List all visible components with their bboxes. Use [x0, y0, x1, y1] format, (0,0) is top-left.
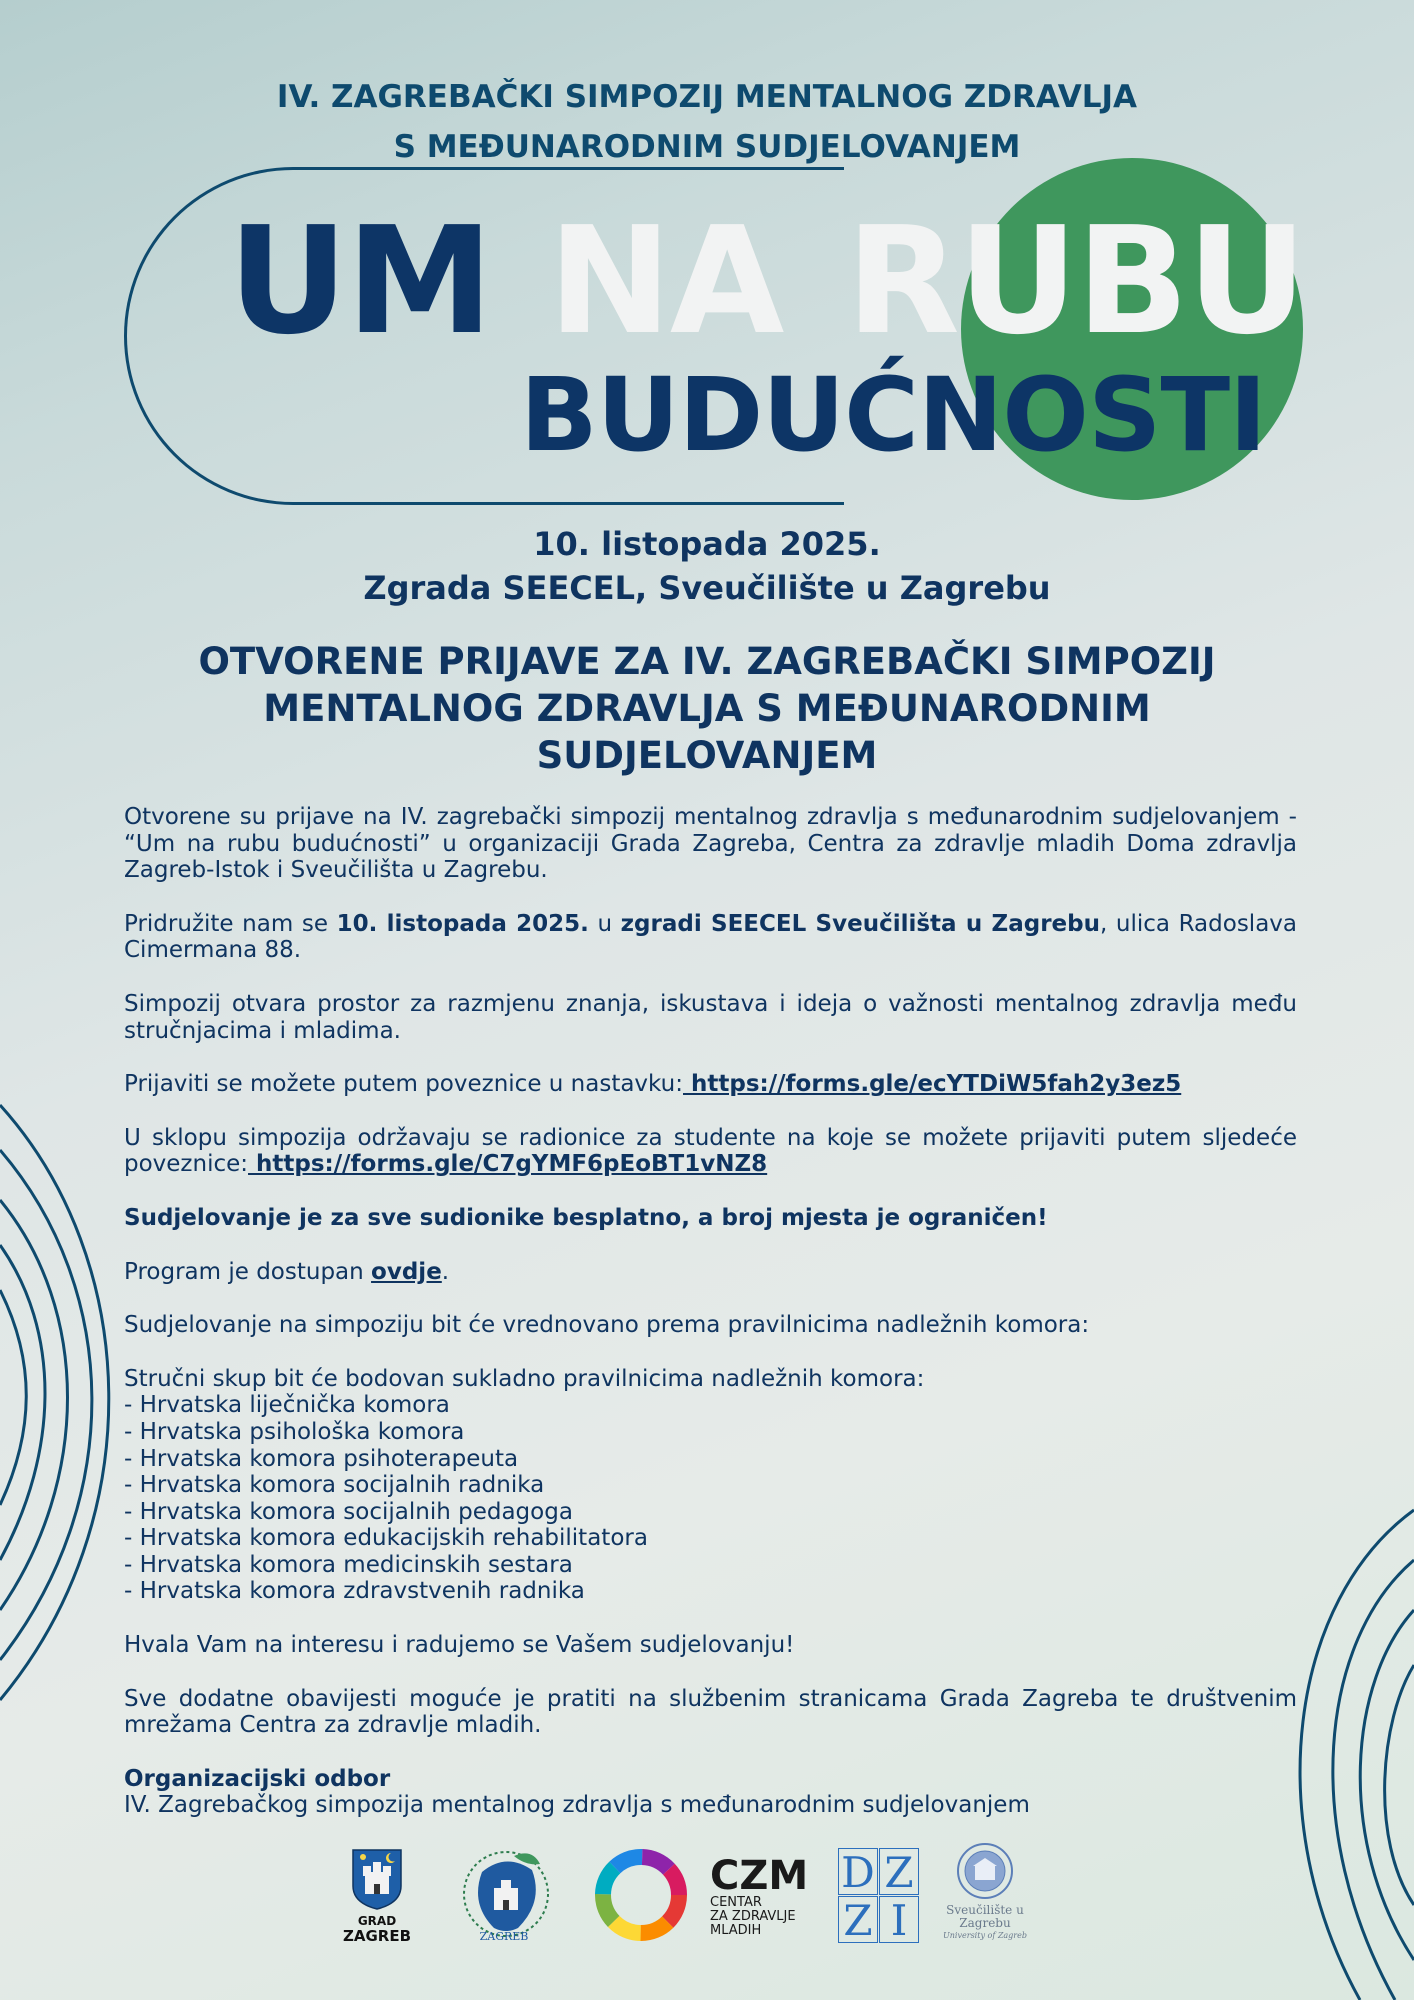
seal-zagreb-label: ZAGREB	[479, 1930, 529, 1943]
czm-wordmark: CZM	[710, 1853, 809, 1899]
paragraph-workshops	[124, 1125, 1297, 1178]
university-zagreb-logo	[940, 1842, 1030, 1941]
event-info	[0, 522, 1414, 610]
czm-sub-3: MLADIH	[710, 1923, 762, 1938]
paragraph-thanks: Hvala Vam na interesu i radujemo se Vašem sudjelovanju!	[124, 1632, 795, 1659]
event-date: 10. listopada 2025.	[533, 525, 881, 563]
unizg-label-2: Zagrebu	[959, 1916, 1011, 1930]
paragraph-chambers	[124, 1366, 1297, 1605]
organizers-title: Organizacijski odbor	[124, 1765, 391, 1792]
free-participation: Sudjelovanje je za sve sudionike besplatno, a broj mjesta je ograničen!	[124, 1204, 1048, 1231]
program-text: Program je dostupan	[124, 1258, 372, 1285]
dzi-logo	[838, 1848, 920, 1944]
zagreb-coat-of-arms-icon	[349, 1846, 405, 1910]
paragraph-program	[124, 1259, 1297, 1286]
join-text-b: u	[588, 910, 621, 937]
chamber-item: - Hrvatska komora socijalnih pedagoga	[124, 1498, 573, 1525]
organizers-subtitle: IV. Zagrebačkog simpozija mentalnog zdravlja s međunarodnim sudjelovanjem	[124, 1792, 1030, 1819]
join-date: 10. listopada 2025.	[336, 910, 589, 937]
title-word-rubu: RUBU	[846, 195, 1306, 367]
workshops-link[interactable]: https://forms.gle/C7gYMF6pEoBT1vNZ8	[248, 1151, 768, 1178]
logos-row	[0, 1840, 1414, 1950]
join-text-c: , ulica Radoslava Cimermana 88.	[124, 910, 1298, 964]
join-place: zgradi SEECEL Sveučilišta u Zagrebu	[620, 910, 1100, 937]
program-link[interactable]: ovdje	[371, 1258, 442, 1285]
dzi-letter: I	[879, 1896, 919, 1943]
dzi-letter: Z	[838, 1896, 878, 1943]
chamber-item: - Hrvatska psihološka komora	[124, 1418, 465, 1445]
chamber-item: - Hrvatska komora edukacijskih rehabilitatora	[124, 1525, 648, 1552]
header-line-1: IV. ZAGREBAČKI SIMPOZIJ MENTALNOG ZDRAVLJA	[276, 79, 1138, 115]
chamber-item: - Hrvatska komora zdravstvenih radnika	[124, 1578, 585, 1605]
paragraph-register	[124, 1071, 1297, 1098]
header-line-2: S MEĐUNARODNIM SUDJELOVANJEM	[393, 129, 1021, 165]
unizg-label-3: University of Zagreb	[943, 1931, 1027, 1940]
rainbow-ring-logo	[592, 1846, 690, 1944]
registration-link[interactable]: https://forms.gle/ecYTDiW5fah2y3ez5	[683, 1071, 1182, 1098]
title-word-um: UM	[228, 195, 492, 367]
chamber-item: - Hrvatska komora socijalnih radnika	[124, 1472, 545, 1499]
chamber-item: - Hrvatska liječnička komora	[124, 1392, 450, 1419]
university-seal-icon	[956, 1842, 1014, 1900]
symposium-header	[0, 72, 1414, 172]
body-content	[124, 804, 1297, 1846]
dzi-letter: Z	[879, 1848, 919, 1895]
title-word-buducnosti: BUDUĆNOSTI	[520, 356, 1266, 475]
event-location: Zgrada SEECEL, Sveučilište u Zagrebu	[363, 569, 1051, 607]
czm-sub-2: ZA ZDRAVLJE	[710, 1909, 796, 1924]
unizg-label-1: Sveučilište u	[946, 1903, 1024, 1917]
dzi-letter: D	[838, 1848, 878, 1895]
grad-label: GRAD	[357, 1914, 397, 1928]
paragraph-about: Simpozij otvara prostor za razmjenu znanja, iskustava i ideja o važnosti mentalnog zdravlja među stručnjacima i mladima.	[124, 990, 1297, 1044]
grad-zagreb-logo	[340, 1846, 414, 1944]
paragraph-intro: Otvorene su prijave na IV. zagrebački simpozij mentalnog zdravlja s međunarodnim sudjelovanjem - “Um na rubu budućnosti” u organizaciji Grada Zagreba, Centra za zdravlje mladih Doma zdravlja Zagreb-Istok i Sveučilišta u Zagrebu.	[124, 804, 1297, 884]
headline: OTVORENE PRIJAVE ZA IV. ZAGREBAČKI SIMPOZIJ MENTALNOG ZDRAVLJA S MEĐUNARODNIM SUDJELOVANJEM	[198, 640, 1216, 777]
chamber-item: - Hrvatska komora medicinskih sestara	[124, 1551, 573, 1578]
paragraph-free	[124, 1205, 1297, 1232]
czm-sub-1: CENTAR	[710, 1895, 762, 1910]
chamber-item: - Hrvatska komora psihoterapeuta	[124, 1445, 519, 1472]
czm-logo	[710, 1853, 810, 1938]
workshops-text: U sklopu simpozija održavaju se radionice za studente na koje se možete prijaviti putem sljedeće poveznice:	[124, 1124, 1297, 1178]
paragraph-organizers	[124, 1766, 1297, 1819]
join-text-a: Pridružite nam se	[124, 910, 337, 937]
paragraph-evaluation: Sudjelovanje na simpoziju bit će vrednovano prema pravilnicima nadležnih komora:	[124, 1312, 1090, 1339]
title-word-na: NA	[548, 195, 783, 367]
healthy-city-logo	[452, 1842, 556, 1946]
program-end: .	[441, 1258, 450, 1285]
paragraph-join	[124, 911, 1297, 964]
zagreb-label: ZAGREB	[342, 1927, 412, 1945]
paragraph-notices: Sve dodatne obavijesti moguće je pratiti na službenim stranicama Grada Zagreba te društvenim mrežama Centra za zdravlje mladih.	[124, 1685, 1297, 1739]
rainbow-ring-icon	[592, 1846, 690, 1944]
chambers-intro: Stručni skup bit će bodovan sukladno pravilnicima nadležnih komora:	[124, 1365, 925, 1392]
register-text: Prijaviti se možete putem poveznice u nastavku:	[124, 1071, 683, 1098]
